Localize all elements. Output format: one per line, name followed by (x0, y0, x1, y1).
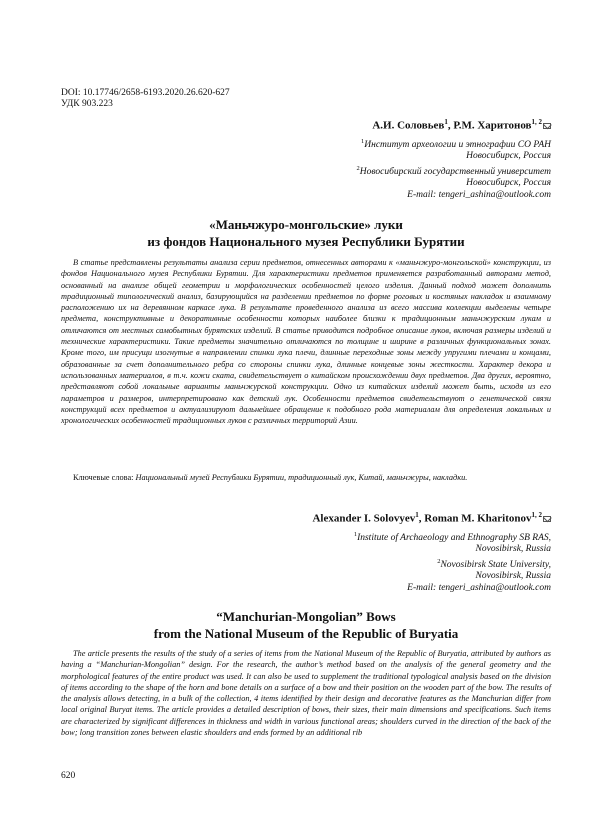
ru-author-block (357, 116, 551, 201)
en-author-block (312, 509, 551, 594)
ru-abstract: В статье представлены результаты анализа серии предметов, отнесенных авторами к «маньчжуро-монгольской» конструкции, из фондов Национального музея Республики Бурятии. Для характеристики предметов применяется разработанный авторами метод, основанный на анализе общей геометрии и морфологических особенностей целого изделия. Данный подход может дополнить традиционный типологический анализ, базирующийся на разделении предметов по форме роговых и костяных накладок и взаимному расположению их на деревянном каркасе лука. В результате проведенного анализа из всего массива коллекции выделены четыре предмета, конструктивные и декоративные особенности которых наиболее близки к традиционным маньчжурским лукам и отличаются от местных самобытных бурятских изделий. В статье приводится подробное описание луков, включая размеры изделий и технические характеристики. Такие предметы значительно отличаются по толщине и ширине в различных функциональных зонах. Кроме того, им присущи изогнутые в направлении спинки лука плечи, длинные переходные зоны между упругими плечами и концами, образованные за счет дополнительного ребра со стороны спинки лука, длинные концевые зоны жесткости. Характер декора и использованных материалов, в т.ч. кожи ската, свидетельствует о китайском происхождении двух предметов. Два других, вероятно, представляют собой локальные варианты маньчжурской конструкции. Одно из китайских изделий может быть, исходя из его параметров и размеров, интерпретировано как детский лук. Особенности предметов свидетельствуют о генетической связи конструкций всех предметов и актуализируют дальнейшее обращение к подобного рода материалам для определения локальных и хронологических особенностей традиционных луков с различных территорий Азии. (61, 258, 551, 426)
mail-icon (543, 516, 551, 522)
ru-email: E-mail: tengeri_ashina@outlook.com (407, 189, 551, 200)
keywords-text: Национальный музей Республики Бурятии, традиционный лук, Китай, маньчжуры, накладки. (135, 473, 468, 482)
mail-icon (543, 123, 551, 129)
en-abstract: The article presents the results of the study of a series of items from the National Museum of the Republic of Buryatia, attributed by authors as having a “Manchurian-Mongolian” design. For the research, the author’s method based on the analysis of the general geometry and the morphological features of the entire product was used. It can also be used to supplement the traditional typological analysis based on the division of items according to the shape of the horn and bone details on a surface of a bow and their position on the wooden part of the bow. The results of the analysis allows detecting, in a bulk of the collection, 4 items identified by their design and decorative features as the Manchurian differ from local original Buryat items. The article provides a detailed description of bows, their sizes, their main dimensions and specifications. Such items are characterized by significant differences in thickness and width in various functional areas; shoulders curved in the direction of the back of the bow; long transition zones between elastic shoulders and ends formed by an additional rib (61, 649, 551, 738)
ru-affiliations: $^1$Институт археологии и этнографии СО РАН Новосибирск, Россия $^2$Новосибирский государственный университет Новосибирск, Россия E-mail: tengeri_ashina@outlook.com (356, 137, 551, 200)
ru-authors: А.И. Соловьев$^1$, Р.М. Харитонов$^{1, 2}$ (357, 116, 551, 133)
en-email: E-mail: tengeri_ashina@outlook.com (407, 582, 551, 593)
en-affiliations: $^1$Institute of Archaeology and Ethnography SB RAS, Novosibirsk, Russia $^2$Novosibirsk State University, Novosibirsk, Russia E-mail: tengeri_ashina@outlook.com (312, 529, 551, 595)
doi-block (61, 88, 230, 110)
ru-title: «Маньчжуро-монгольские» луки из фондов Национального музея Республики Бурятии (147, 217, 465, 249)
ru-keywords (61, 472, 551, 483)
udk: УДК 903.223 (61, 99, 113, 109)
doi: DOI: 10.17746/2658-6193.2020.26.620-627 (61, 88, 230, 98)
en-authors: Alexander I. Solovyev$^1$, Roman M. Kharitonov$^{1, 2}$ (312, 509, 551, 526)
en-title: “Manchurian-Mongolian” Bows from the National Museum of the Republic of Buryatia (153, 609, 459, 641)
page-number: 620 (61, 771, 76, 781)
keywords-label: Ключевые слова: (73, 473, 136, 482)
